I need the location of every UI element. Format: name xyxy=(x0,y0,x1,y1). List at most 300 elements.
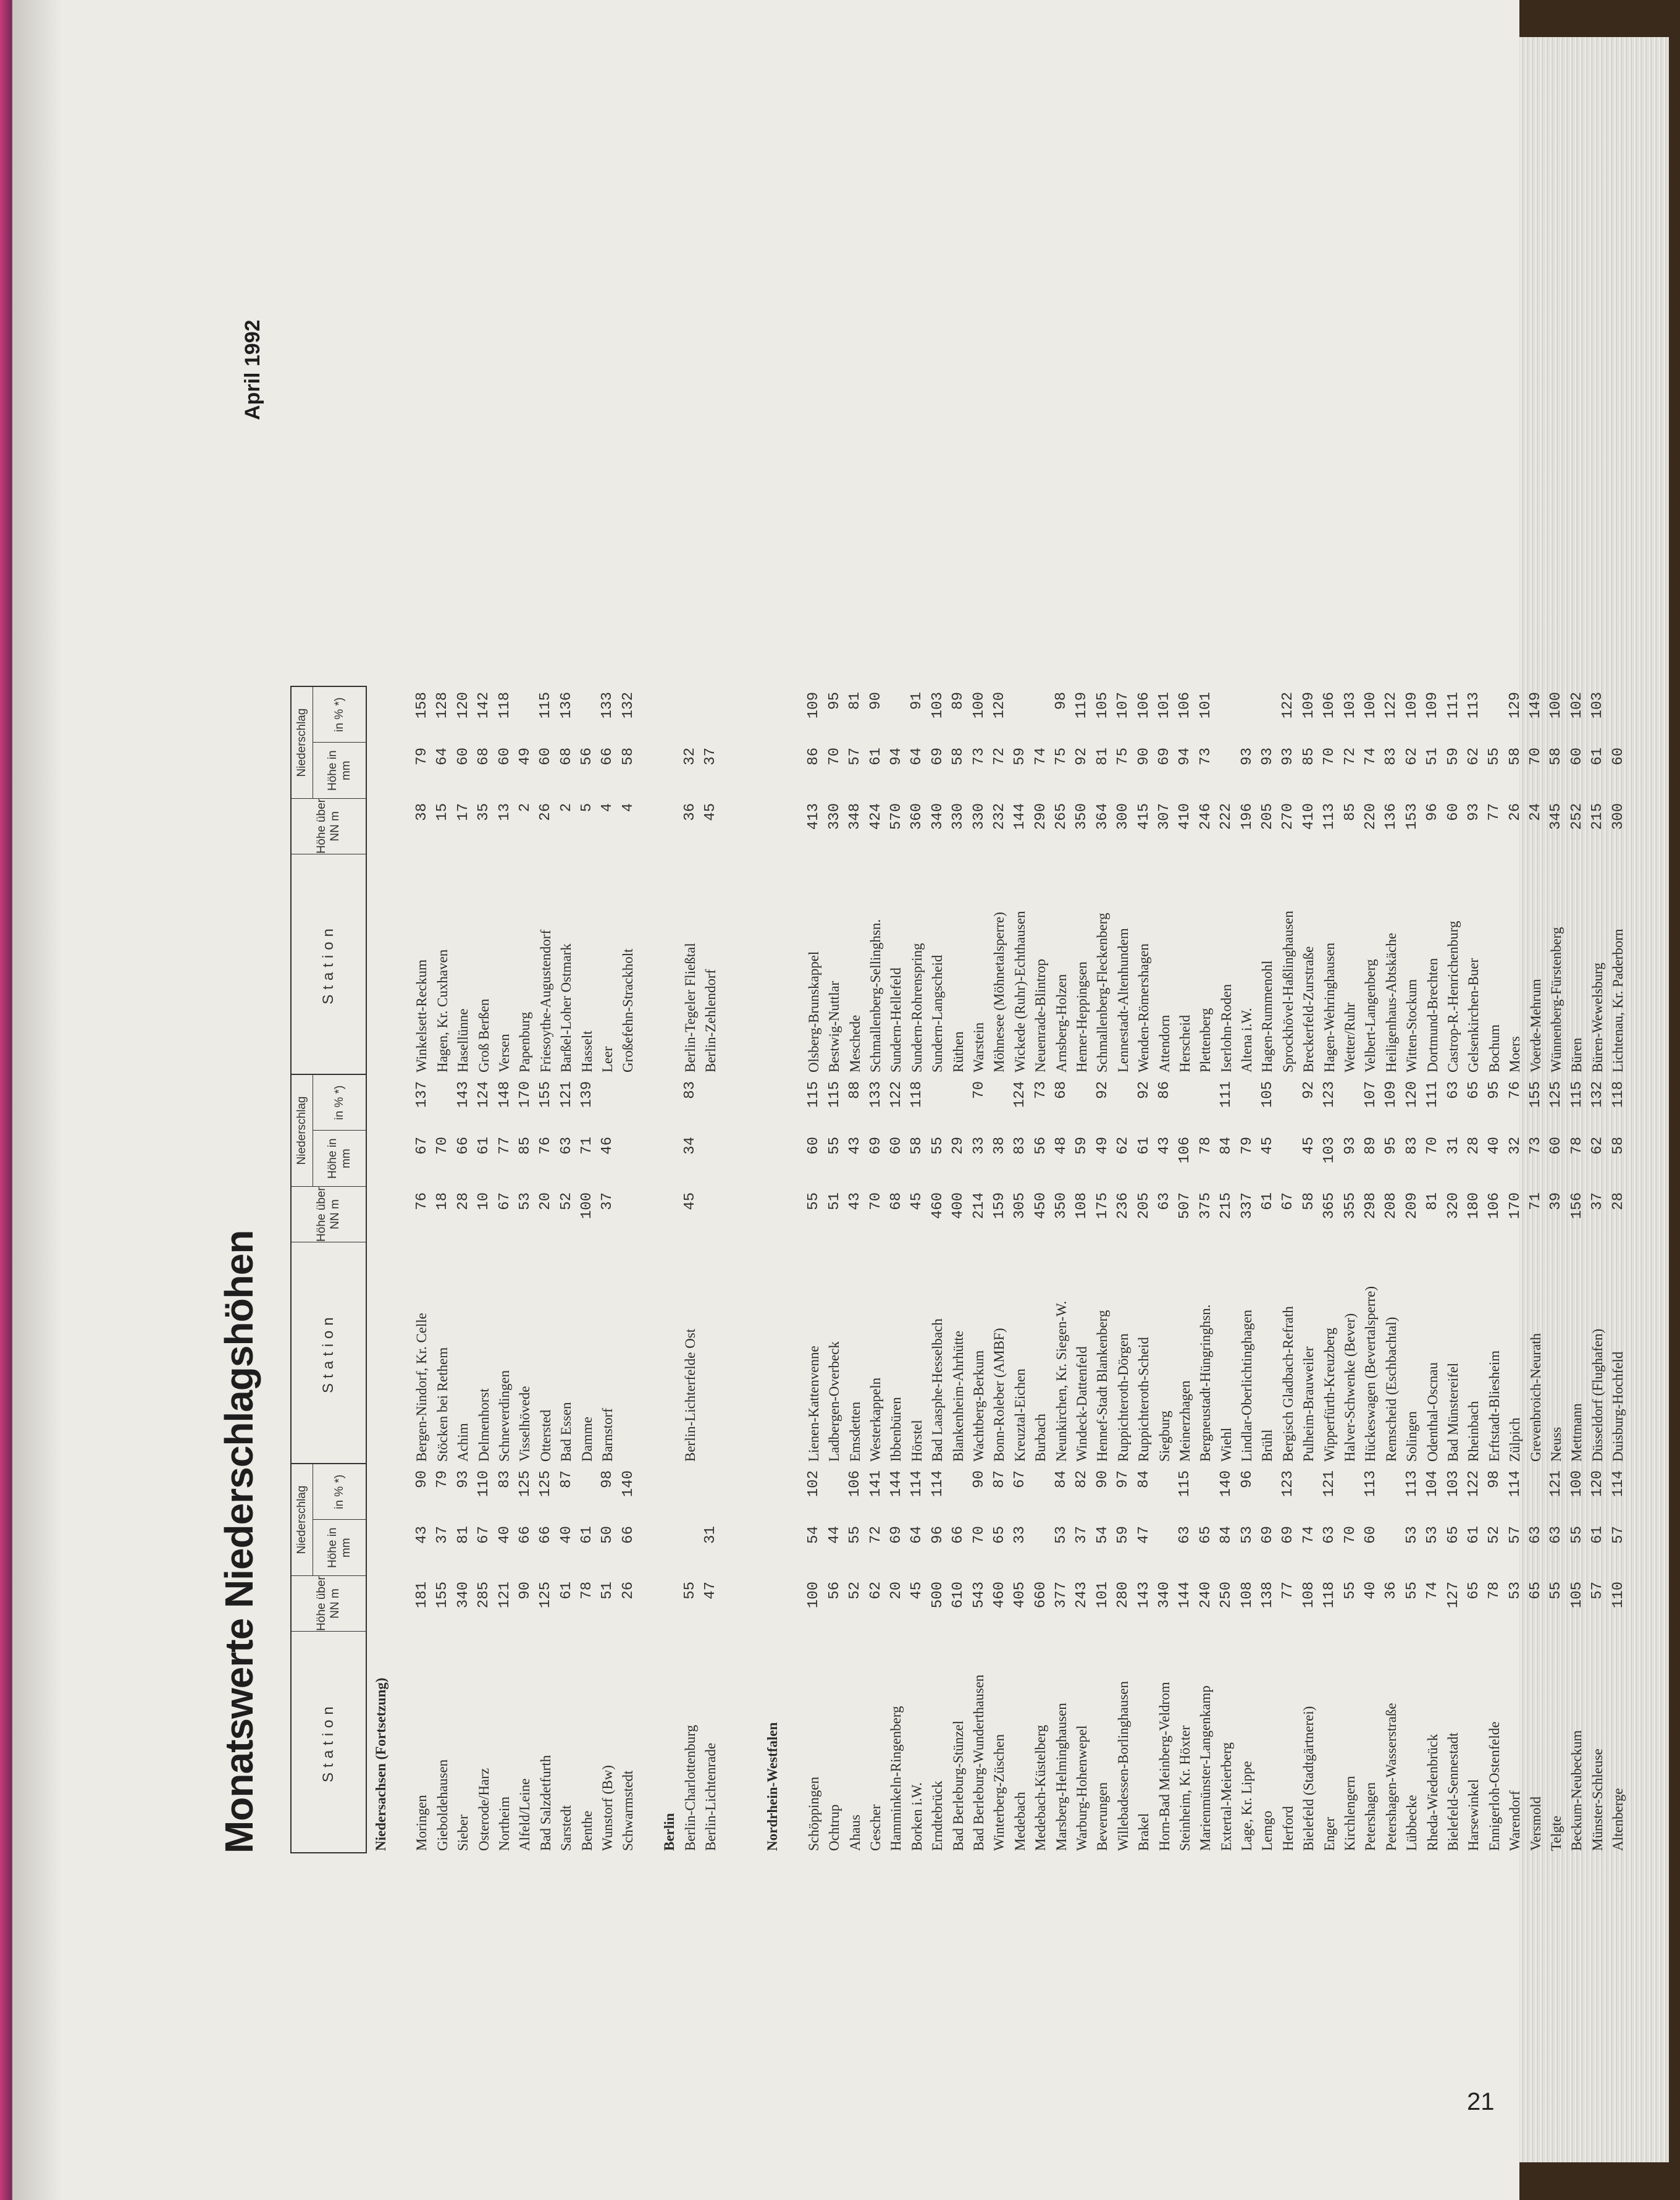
table-row xyxy=(1464,1075,1484,1464)
station-name: Kreuztal-Eichen xyxy=(1012,1368,1028,1462)
precip-mm-value: 64 xyxy=(434,748,452,765)
precip-pct-value: 111 xyxy=(1445,692,1462,719)
station-name: Lienen-Kattenvenne xyxy=(805,1346,821,1462)
station-name: Alfeld/Leine xyxy=(517,1778,533,1851)
table-row xyxy=(825,1075,845,1464)
table-row xyxy=(968,1464,989,1853)
station-name: Wenden-Römershagen xyxy=(1136,943,1152,1073)
header-niederschlag-sub xyxy=(313,1075,366,1186)
table-row xyxy=(783,1075,804,1464)
elevation-value: 460 xyxy=(991,1582,1008,1609)
precip-pct-value: 170 xyxy=(516,1081,534,1108)
table-row xyxy=(412,1075,432,1464)
table-row xyxy=(494,686,514,1075)
table-row xyxy=(1278,1464,1298,1853)
station-name: Voerde-Mehrum xyxy=(1527,979,1544,1073)
precip-mm-value: 57 xyxy=(847,748,864,765)
precip-mm-value: 38 xyxy=(991,1137,1008,1155)
precip-pct-value: 109 xyxy=(1300,692,1317,719)
precip-pct-value: 101 xyxy=(1156,692,1174,719)
table-row xyxy=(783,686,804,1075)
precip-pct-value: 114 xyxy=(909,1470,926,1498)
precip-mm-value: 58 xyxy=(950,748,967,765)
elevation-value: 20 xyxy=(888,1582,905,1599)
precip-mm-value: 46 xyxy=(599,1137,616,1155)
elevation-value: 300 xyxy=(1610,803,1627,830)
table-row xyxy=(1258,1075,1278,1464)
elevation-value: 222 xyxy=(1218,803,1235,830)
table-row xyxy=(1031,1075,1051,1464)
precip-mm-value: 60 xyxy=(496,748,513,765)
station-name: Stöcken bei Rethem xyxy=(434,1347,450,1462)
station-name: Bad Berleburg-Wunderthausen xyxy=(971,1674,987,1851)
table-row xyxy=(1010,1464,1030,1853)
precip-pct-value: 102 xyxy=(1568,692,1586,719)
table-row xyxy=(1361,1464,1381,1853)
table-row xyxy=(556,1464,577,1853)
elevation-value: 52 xyxy=(558,1192,575,1210)
table-row xyxy=(412,1464,432,1853)
precip-pct-value: 129 xyxy=(1506,692,1524,719)
precip-mm-value: 37 xyxy=(702,748,720,765)
header-pct: in % *) xyxy=(332,1474,346,1509)
precip-mm-value: 69 xyxy=(929,748,946,765)
precip-pct-value: 137 xyxy=(413,1081,430,1108)
station-name: Versmold xyxy=(1527,1796,1544,1851)
elevation-value: 121 xyxy=(496,1582,513,1609)
precip-mm-value: 55 xyxy=(1486,748,1503,765)
header-hoehe: Höhe über NN m xyxy=(292,1186,366,1242)
table-row xyxy=(1093,686,1113,1075)
elevation-value: 337 xyxy=(1238,1192,1256,1220)
station-name: Bochum xyxy=(1486,1024,1502,1073)
station-name: Breckerfeld-Zurstraße xyxy=(1301,946,1317,1073)
table-row xyxy=(1608,1075,1628,1464)
precip-mm-value: 60 xyxy=(1362,1526,1379,1544)
elevation-value: 47 xyxy=(702,1582,720,1599)
precip-mm-value: 33 xyxy=(970,1137,988,1155)
table-row xyxy=(494,1464,514,1853)
station-name: Iserlohn-Roden xyxy=(1218,984,1234,1073)
precip-mm-value: 45 xyxy=(1259,1137,1276,1155)
precip-mm-value: 83 xyxy=(1012,1137,1029,1155)
precip-mm-value: 73 xyxy=(1527,1137,1545,1155)
table-row xyxy=(1216,1464,1237,1853)
elevation-value: 360 xyxy=(909,803,926,830)
precip-mm-value: 81 xyxy=(1094,748,1111,765)
elevation-value: 413 xyxy=(805,803,823,830)
elevation-value: 105 xyxy=(1568,1582,1586,1609)
precip-pct-value: 123 xyxy=(1321,1081,1338,1108)
station-name: Berlin-Lichtenrade xyxy=(702,1743,718,1851)
elevation-value: 93 xyxy=(1465,803,1482,821)
precip-pct-value: 98 xyxy=(1053,692,1070,710)
elevation-value: 106 xyxy=(1486,1192,1503,1220)
table-row xyxy=(494,1075,514,1464)
precip-pct-value: 124 xyxy=(476,1081,493,1108)
station-name: Rüthen xyxy=(950,1031,966,1073)
header-niederschlag-group xyxy=(292,1464,366,1575)
station-name: Wetter/Ruhr xyxy=(1342,1002,1358,1073)
table-row xyxy=(1587,1075,1608,1464)
station-name: Bergneustadt-Hüngringhsn. xyxy=(1198,1304,1214,1462)
precip-mm-value: 70 xyxy=(434,1137,452,1155)
elevation-value: 208 xyxy=(1383,1192,1400,1220)
header-niederschlag-group xyxy=(292,1075,366,1186)
table-row xyxy=(700,1075,721,1464)
precip-pct-value: 100 xyxy=(970,692,988,719)
station-name: Windeck-Dattenfeld xyxy=(1073,1346,1090,1462)
elevation-value: 250 xyxy=(1218,1582,1235,1609)
precip-pct-value: 95 xyxy=(826,692,843,710)
precip-mm-value: 54 xyxy=(1094,1526,1111,1544)
station-name: Düsseldorf (Flughafen) xyxy=(1589,1328,1605,1462)
table-row xyxy=(1567,1075,1587,1464)
elevation-value: 77 xyxy=(1486,803,1503,821)
precip-pct-value: 84 xyxy=(1135,1470,1153,1488)
station-name: Northeim xyxy=(497,1796,513,1851)
elevation-value: 28 xyxy=(455,1192,472,1210)
table-row xyxy=(474,1464,494,1853)
station-name: Schneverdingen xyxy=(497,1370,513,1462)
table-row xyxy=(1340,1464,1360,1853)
elevation-value: 61 xyxy=(558,1582,575,1599)
precip-pct-value: 111 xyxy=(1424,1081,1442,1108)
precip-mm-value: 60 xyxy=(1548,1137,1565,1155)
precip-pct-value: 158 xyxy=(413,692,430,719)
elevation-value: 26 xyxy=(537,803,555,821)
elevation-value: 330 xyxy=(970,803,988,830)
precip-pct-value: 115 xyxy=(826,1081,843,1108)
table-row xyxy=(1299,1464,1319,1853)
precip-pct-value: 121 xyxy=(1321,1470,1338,1498)
table-row xyxy=(742,1464,762,1853)
station-name: Bielefeld-Sennestadt xyxy=(1445,1732,1461,1851)
precip-pct-value: 155 xyxy=(1527,1081,1545,1108)
elevation-value: 280 xyxy=(1115,1582,1132,1609)
station-name: Westerkappeln xyxy=(868,1377,884,1462)
precip-mm-value: 72 xyxy=(867,1526,884,1544)
station-name: Groß Berßen xyxy=(476,998,492,1073)
precip-mm-value: 61 xyxy=(1589,1526,1606,1544)
precip-pct-value: 143 xyxy=(455,1081,472,1108)
table-row xyxy=(968,686,989,1075)
table-row xyxy=(928,686,948,1075)
table-row xyxy=(1402,686,1422,1075)
elevation-value: 5 xyxy=(579,803,596,812)
table-row xyxy=(1587,686,1608,1075)
elevation-value: 375 xyxy=(1197,1192,1214,1220)
table-row xyxy=(907,686,927,1075)
station-name: Büren xyxy=(1569,1037,1585,1073)
table-row xyxy=(1216,1075,1237,1464)
table-row xyxy=(948,1075,968,1464)
station-name: Telgte xyxy=(1548,1815,1564,1851)
station-name: Großefehn-Strackholt xyxy=(620,948,636,1073)
table-row xyxy=(1237,1464,1257,1853)
table-rows xyxy=(367,1075,1629,1464)
table-row xyxy=(680,686,700,1075)
station-name: Warstein xyxy=(971,1022,987,1073)
station-name: Berlin-Charlottenburg xyxy=(682,1725,698,1851)
book-page xyxy=(12,0,1627,2200)
table-row xyxy=(432,1464,453,1853)
precip-pct-value: 114 xyxy=(1506,1470,1524,1498)
precip-pct-value: 133 xyxy=(867,1081,884,1108)
table-row xyxy=(432,686,453,1075)
table-row xyxy=(1546,686,1566,1075)
precip-pct-value: 103 xyxy=(929,692,946,719)
precip-pct-value: 120 xyxy=(455,692,472,719)
station-name: Damme xyxy=(579,1417,595,1462)
elevation-value: 4 xyxy=(599,803,616,812)
station-name: Nordrhein-Westfalen xyxy=(765,1722,781,1851)
precip-pct-value: 107 xyxy=(1115,692,1132,719)
precip-pct-value: 136 xyxy=(558,692,575,719)
station-name: Lemgo xyxy=(1259,1810,1275,1851)
elevation-value: 65 xyxy=(1465,1582,1482,1599)
table-row xyxy=(1175,1464,1195,1853)
table-row xyxy=(556,1075,577,1464)
precip-mm-value: 70 xyxy=(1321,748,1338,765)
precip-mm-value: 64 xyxy=(909,1526,926,1544)
table-row xyxy=(989,1464,1010,1853)
precip-pct-value: 96 xyxy=(1238,1470,1256,1488)
precip-mm-value: 65 xyxy=(991,1526,1008,1544)
elevation-value: 108 xyxy=(1073,1192,1091,1220)
table-row xyxy=(1526,1075,1546,1464)
elevation-value: 17 xyxy=(455,803,472,821)
table-row xyxy=(1154,1464,1175,1853)
table-row xyxy=(536,686,556,1075)
elevation-value: 155 xyxy=(434,1582,452,1609)
table-row xyxy=(597,1075,618,1464)
precip-pct-value: 106 xyxy=(1177,692,1194,719)
station-name: Berlin-Lichterfelde Ost xyxy=(682,1328,698,1462)
precip-pct-value: 139 xyxy=(579,1081,596,1108)
station-name: Olsberg-Brunskappel xyxy=(805,951,821,1073)
precip-mm-value: 59 xyxy=(1012,748,1029,765)
precip-mm-value: 61 xyxy=(1465,1526,1482,1544)
table-row xyxy=(1608,1464,1628,1853)
precip-pct-value: 115 xyxy=(1568,1081,1586,1108)
station-name: Blankenheim-Ahrhütte xyxy=(950,1330,966,1462)
precip-mm-value: 69 xyxy=(888,1526,905,1544)
precip-pct-value: 100 xyxy=(1548,692,1565,719)
table-row xyxy=(1093,1464,1113,1853)
station-name: Achim xyxy=(455,1423,471,1462)
precip-mm-value: 70 xyxy=(970,1526,988,1544)
station-name: Harsewinkel xyxy=(1466,1779,1482,1851)
precip-pct-value: 76 xyxy=(1506,1081,1524,1099)
table-row xyxy=(1154,686,1175,1075)
header-hoehe: Höhe über NN m xyxy=(292,798,366,854)
table-row xyxy=(700,686,721,1075)
elevation-value: 350 xyxy=(1053,1192,1070,1220)
station-name: Hemer-Heppingsen xyxy=(1073,961,1090,1073)
precip-pct-value: 87 xyxy=(991,1470,1008,1488)
precip-mm-value: 59 xyxy=(1445,748,1462,765)
station-name: Rheda-Wiedenbrück xyxy=(1424,1734,1440,1851)
table-row xyxy=(453,686,474,1075)
precip-pct-value: 140 xyxy=(1218,1470,1235,1498)
page-number: 21 xyxy=(1467,2088,1495,2115)
table-row xyxy=(1484,1075,1505,1464)
header-hoehe: Höhe über NN m xyxy=(292,1575,366,1631)
elevation-value: 101 xyxy=(1094,1582,1111,1609)
header-pct: in % *) xyxy=(332,1085,346,1120)
elevation-value: 43 xyxy=(847,1192,864,1210)
elevation-value: 62 xyxy=(867,1582,884,1599)
elevation-value: 205 xyxy=(1259,803,1276,830)
header-station: Station xyxy=(292,1242,366,1463)
elevation-value: 181 xyxy=(413,1582,430,1609)
station-name: Winkelsett-Reckum xyxy=(414,959,430,1073)
precip-mm-value: 58 xyxy=(1548,748,1565,765)
table-row xyxy=(1443,686,1463,1075)
table-row xyxy=(948,1464,968,1853)
table-row xyxy=(825,1464,845,1853)
station-name: Schmallenberg-Fleckenberg xyxy=(1094,912,1111,1073)
table-row xyxy=(1484,1464,1505,1853)
precip-mm-value: 90 xyxy=(1135,748,1153,765)
precip-mm-value: 106 xyxy=(1177,1137,1194,1164)
elevation-value: 175 xyxy=(1094,1192,1111,1220)
precip-mm-value: 65 xyxy=(1445,1526,1462,1544)
station-name: Berlin-Tegeler Fließtal xyxy=(682,943,698,1073)
station-name: Osterode/Harz xyxy=(476,1768,492,1851)
table-row xyxy=(1258,1464,1278,1853)
table-row xyxy=(1587,1464,1608,1853)
table-row xyxy=(928,1075,948,1464)
station-name: Zülpich xyxy=(1507,1417,1523,1462)
elevation-value: 400 xyxy=(950,1192,967,1220)
table-row xyxy=(721,1075,742,1464)
station-name: Moers xyxy=(1507,1036,1523,1073)
station-name: Münster-Schleuse xyxy=(1589,1748,1605,1851)
precip-mm-value: 93 xyxy=(1280,748,1297,765)
station-name: Wipperfürth-Kreuzberg xyxy=(1321,1327,1337,1462)
station-name: Bad Essen xyxy=(558,1402,574,1462)
precip-mm-value: 75 xyxy=(1115,748,1132,765)
station-name: Lennestadt-Altenhundem xyxy=(1115,928,1131,1073)
elevation-value: 214 xyxy=(970,1192,988,1220)
station-name: Gescher xyxy=(868,1804,884,1851)
precip-pct-value: 118 xyxy=(496,692,513,719)
table-row xyxy=(1154,1075,1175,1464)
table-row xyxy=(1072,1075,1092,1464)
elevation-value: 196 xyxy=(1238,803,1256,830)
elevation-value: 364 xyxy=(1094,803,1111,830)
table-row xyxy=(1010,686,1030,1075)
station-name: Benthe xyxy=(579,1810,595,1851)
table-row xyxy=(1133,1464,1154,1853)
precip-pct-value: 100 xyxy=(1568,1470,1586,1498)
precip-pct-value: 123 xyxy=(1280,1470,1297,1498)
elevation-value: 85 xyxy=(1342,803,1359,821)
station-name: Halver-Schwenke (Bever) xyxy=(1342,1313,1358,1462)
precip-mm-value: 70 xyxy=(1342,1526,1359,1544)
precip-mm-value: 55 xyxy=(826,1137,843,1155)
station-name: Hörstel xyxy=(909,1420,925,1462)
station-name: Wachtberg-Berkum xyxy=(971,1350,987,1462)
elevation-value: 350 xyxy=(1073,803,1091,830)
station-name: Winterberg-Züschen xyxy=(991,1734,1007,1851)
table-row xyxy=(886,1464,907,1853)
station-name: Ahaus xyxy=(847,1814,863,1851)
precip-mm-value: 58 xyxy=(1506,748,1524,765)
precip-pct-value: 97 xyxy=(1115,1470,1132,1488)
precip-mm-value: 93 xyxy=(1259,748,1276,765)
precip-pct-value: 68 xyxy=(1053,1081,1070,1099)
station-name: Lindlar-Oberlichtinghagen xyxy=(1239,1309,1255,1462)
table-row xyxy=(1381,1464,1401,1853)
precip-mm-value: 55 xyxy=(929,1137,946,1155)
table-row xyxy=(1567,1464,1587,1853)
precip-mm-value: 85 xyxy=(516,1137,534,1155)
elevation-value: 405 xyxy=(1012,1582,1029,1609)
elevation-value: 2 xyxy=(558,803,575,812)
elevation-value: 45 xyxy=(909,1582,926,1599)
station-name: Bonn-Roleber (AMBF) xyxy=(991,1328,1007,1462)
table-row xyxy=(1381,1075,1401,1464)
elevation-value: 232 xyxy=(991,803,1008,830)
precip-pct-value: 90 xyxy=(1094,1470,1111,1488)
elevation-value: 660 xyxy=(1032,1582,1049,1609)
elevation-value: 71 xyxy=(1527,1192,1545,1210)
elevation-value: 13 xyxy=(496,803,513,821)
precip-pct-value: 111 xyxy=(1218,1081,1235,1108)
station-name: Neuenrade-Blintrop xyxy=(1033,959,1049,1073)
precip-mm-value: 83 xyxy=(1403,1137,1421,1155)
precip-mm-value: 62 xyxy=(1589,1137,1606,1155)
precip-pct-value: 125 xyxy=(516,1470,534,1498)
elevation-value: 424 xyxy=(867,803,884,830)
precip-pct-value: 101 xyxy=(1197,692,1214,719)
precip-pct-value: 82 xyxy=(1073,1470,1091,1488)
precip-mm-value: 84 xyxy=(1218,1526,1235,1544)
precip-mm-value: 84 xyxy=(1218,1137,1235,1155)
elevation-value: 52 xyxy=(847,1582,864,1599)
elevation-value: 24 xyxy=(1527,803,1545,821)
elevation-value: 108 xyxy=(1238,1582,1256,1609)
station-name: Schöppingen xyxy=(805,1776,821,1851)
precip-mm-value: 60 xyxy=(1610,748,1627,765)
table-column-group xyxy=(290,1075,1629,1464)
station-name: Horn-Bad Meinberg-Veldrom xyxy=(1156,1682,1172,1851)
table-row xyxy=(1546,1075,1566,1464)
precip-mm-value: 72 xyxy=(991,748,1008,765)
precip-mm-value: 72 xyxy=(1342,748,1359,765)
header-niederschlag: Niederschlag xyxy=(292,1075,313,1186)
elevation-value: 285 xyxy=(476,1582,493,1609)
station-name: Meinerzhagen xyxy=(1177,1380,1193,1462)
precipitation-table xyxy=(290,297,1629,1853)
station-name: Bielefeld (Stadtgärtnerei) xyxy=(1301,1706,1317,1851)
elevation-value: 45 xyxy=(909,1192,926,1210)
table-row xyxy=(1299,686,1319,1075)
table-row xyxy=(391,1464,411,1853)
table-row xyxy=(865,1075,886,1464)
elevation-value: 298 xyxy=(1362,1192,1379,1220)
elevation-value: 415 xyxy=(1135,803,1153,830)
precip-pct-value: 115 xyxy=(537,692,555,719)
table-row xyxy=(1113,686,1133,1075)
elevation-value: 300 xyxy=(1115,803,1132,830)
station-name: Hennef-Stadt Blankenberg xyxy=(1094,1310,1111,1462)
elevation-value: 127 xyxy=(1445,1582,1462,1609)
elevation-value: 40 xyxy=(1362,1582,1379,1599)
